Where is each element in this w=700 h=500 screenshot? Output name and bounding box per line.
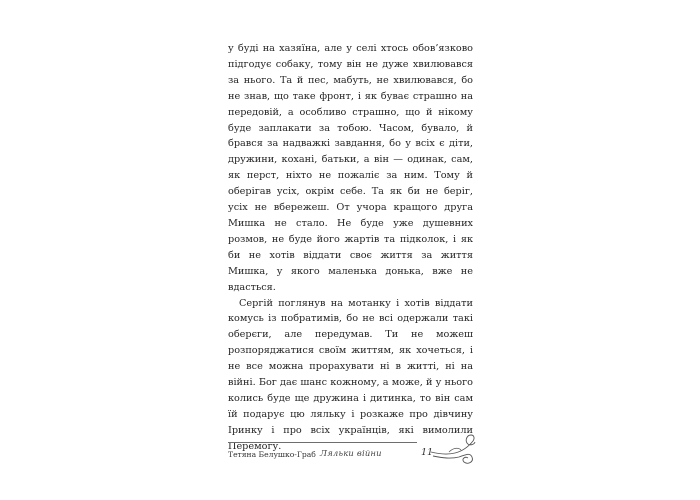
flourish-ornament-icon [429, 432, 477, 468]
footer-divider [228, 442, 417, 443]
page-number: 11 [421, 447, 434, 458]
paragraph-1: у буді на хазяїна, але у селі хтось обов’язково підгодує собаку, тому він не дуже хвилювався за нього. Та й пес, мабуть, не хвилювався, бо не знав, що таке фронт, і як буває страшно на передовій, а особливо страшно, що й нікому буде заплакати за тобою. Часом, бувало, й брався за надважкі завдання, бо у всіх є діти, дружини, кохані, батьки, а він — одинак, сам, як перст, ніхто не пожаліє за ним. Тому й оберігав усіх, окрім себе. Та як би не беріг, усіх не вбережеш. От учора кращого друга Мишка не стало. Не буде уже душевних розмов, не буде його жартів та підколок, і як би не хотів віддати своє життя за життя Мишка, у якого маленька донька, вже не вдасться. [228, 43, 473, 293]
paragraph-2: Сергій поглянув на мотанку і хотів віддати комусь із побратимів, бо не всі одержали такі оберєги, але передумав. Ти не можеш розпоряджатися своїм життям, як хочеться, і не все можна прорахувати ні в житті, ні на війні. Бог дає шанс кожному, а може, й у нього колись буде ще дружина і дитинка, то він сам їй подарує цю ляльку і розкаже про дівчину Іринку і про всіх українців, які вимолили Перемогу. [228, 297, 473, 452]
footer-book-title: Ляльки війни [320, 448, 382, 458]
footer-author: Тетяна Белушко-Граб [228, 450, 316, 459]
page-body-text [228, 41, 473, 455]
